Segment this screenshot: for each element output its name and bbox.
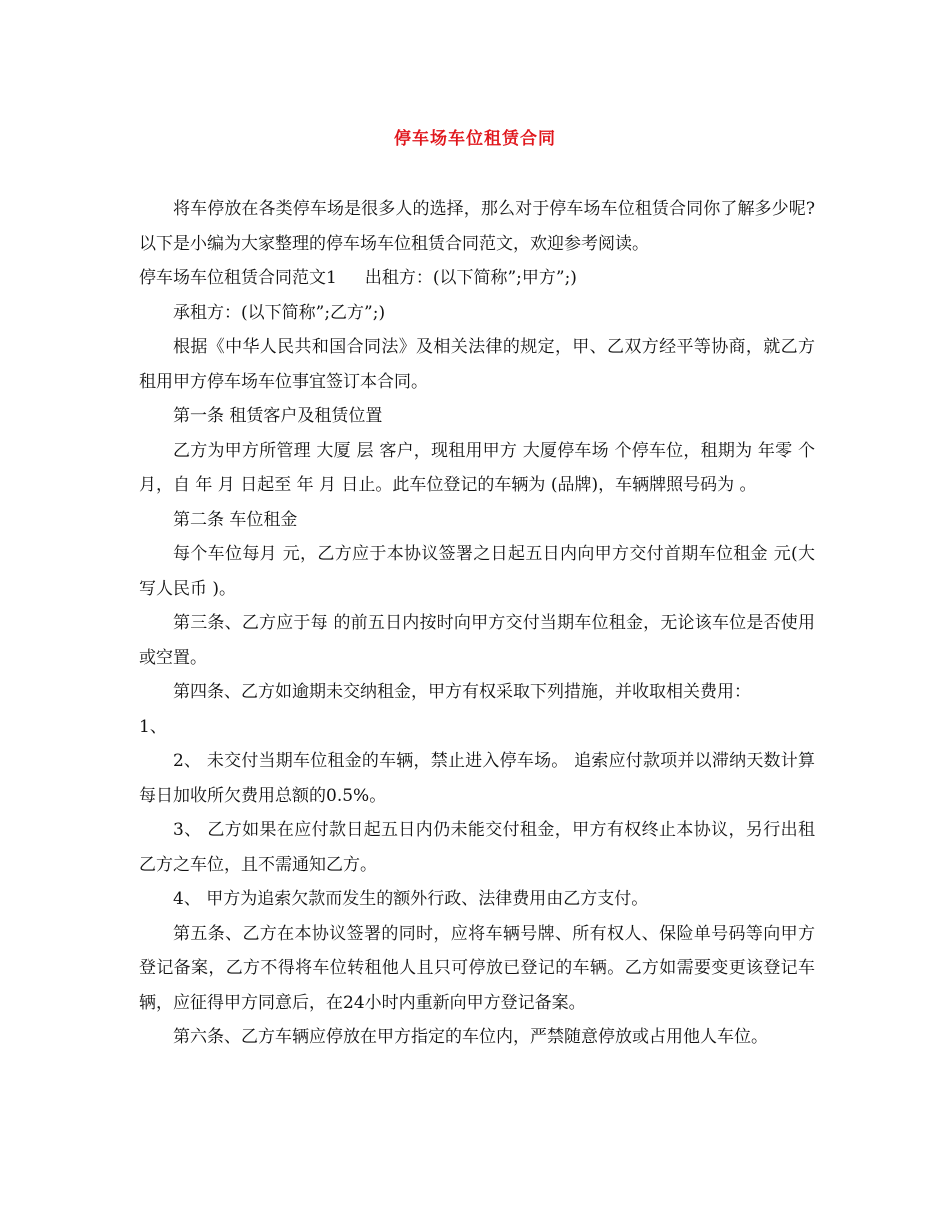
- preamble-paragraph: 根据《中华人民共和国合同法》及相关法律的规定，甲、乙双方经平等协商，就乙方租用甲方停车场车位事宜签订本合同。: [139, 337, 815, 392]
- list-item-3: 3、 乙方如果在应付款日起五日内仍未能交付租金，甲方有权终止本协议，另行出租乙方之车位，且不需通知乙方。: [139, 820, 815, 875]
- article-5-paragraph: 第五条、乙方在本协议签署的同时，应将车辆号牌、所有权人、保险单号码等向甲方登记备案，乙方不得将车位转租他人且只可停放已登记的车辆。乙方如需要变更该登记车辆，应征得甲方同意后，在24小时内重新向甲方登记备案。: [139, 923, 815, 1013]
- article-1-paragraph: 乙方为甲方所管理 大厦 层 客户，现租用甲方 大厦停车场 个停车位，租期为 年零 个月，自 年 月 日起至 年 月 日止。此车位登记的车辆为 (品牌)，车辆牌照号码为 。: [139, 440, 815, 495]
- article-6-paragraph: 第六条、乙方车辆应停放在甲方指定的车位内，严禁随意停放或占用他人车位。: [173, 1027, 768, 1047]
- document-title: 停车场车位租赁合同: [394, 129, 556, 149]
- sample-heading: 停车场车位租赁合同范文1: [139, 268, 337, 288]
- sample-heading-line: [139, 261, 815, 296]
- lessor-line: 出租方：(以下简称”;甲方”;): [364, 268, 577, 288]
- list-item-4: 4、 甲方为追索欠款而发生的额外行政、法律费用由乙方支付。: [173, 889, 649, 909]
- article-1-heading: 第一条 租赁客户及租赁位置: [173, 406, 383, 426]
- article-2-paragraph: 每个车位每月 元，乙方应于本协议签署之日起五日内向甲方交付首期车位租金 元(大写人民币 )。: [139, 544, 815, 599]
- article-2-heading: 第二条 车位租金: [173, 509, 298, 530]
- list-item-1: 1、: [139, 716, 167, 737]
- document-body: [139, 192, 815, 1055]
- lessee-line: 承租方：(以下简称”;乙方”;): [173, 302, 386, 323]
- list-item-2: 2、 未交付当期车位租金的车辆，禁止进入停车场。 追索应付款项并以滞纳天数计算每日加收所欠费用总额的0.5%。: [139, 751, 815, 806]
- intro-paragraph: 将车停放在各类停车场是很多人的选择，那么对于停车场车位租赁合同你了解多少呢?以下是小编为大家整理的停车场车位租赁合同范文，欢迎参考阅读。: [139, 199, 815, 254]
- article-3-paragraph: 第三条、乙方应于每 的前五日内按时向甲方交付当期车位租金，无论该车位是否使用或空置。: [139, 613, 815, 668]
- article-4-paragraph: 第四条、乙方如逾期未交纳租金，甲方有权采取下列措施，并收取相关费用：: [173, 682, 751, 702]
